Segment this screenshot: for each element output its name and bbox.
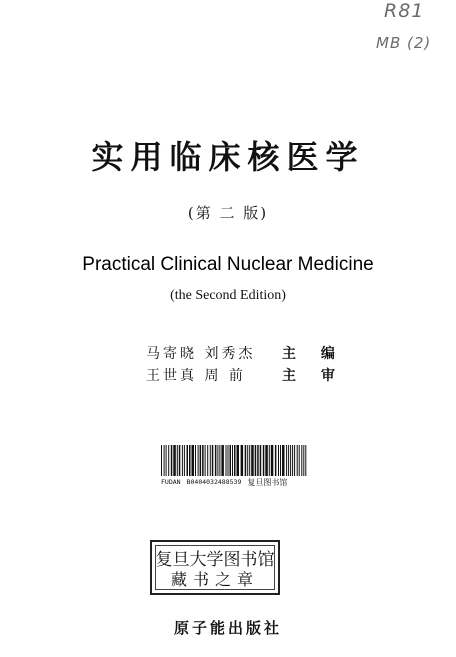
barcode-library-code: FUDAN xyxy=(161,478,181,486)
publisher-name: 原子能出版社 xyxy=(173,619,282,637)
chief-reviewers-row xyxy=(146,365,366,385)
stamp-line-2: 藏书之章 xyxy=(170,570,259,589)
edition-chinese: (第 二 版) xyxy=(187,204,269,222)
handwritten-volume-note: MB (2) xyxy=(376,34,432,52)
library-ownership-stamp xyxy=(150,540,280,595)
chief-reviewer-names: 王世真 周 前 xyxy=(146,368,246,384)
book-title-chinese: 实用临床核医学 xyxy=(91,138,365,176)
handwritten-call-number: R81 xyxy=(384,0,425,22)
barcode-bars xyxy=(161,445,309,476)
barcode-caption xyxy=(161,476,309,488)
chief-editors-row xyxy=(146,343,366,363)
edition-english: (the Second Edition) xyxy=(170,288,286,303)
library-barcode xyxy=(161,445,309,489)
barcode-number: B0404032488539 xyxy=(186,478,242,486)
chief-editor-names: 马寄晓 刘秀杰 xyxy=(146,346,256,362)
barcode-library-label: 复旦图书馆 xyxy=(247,477,288,487)
book-title-english: Practical Clinical Nuclear Medicine xyxy=(82,254,374,275)
stamp-line-1: 复旦大学图书馆 xyxy=(155,550,275,570)
chief-editor-role: 主 编 xyxy=(282,346,345,362)
chief-reviewer-role: 主 审 xyxy=(282,368,345,384)
